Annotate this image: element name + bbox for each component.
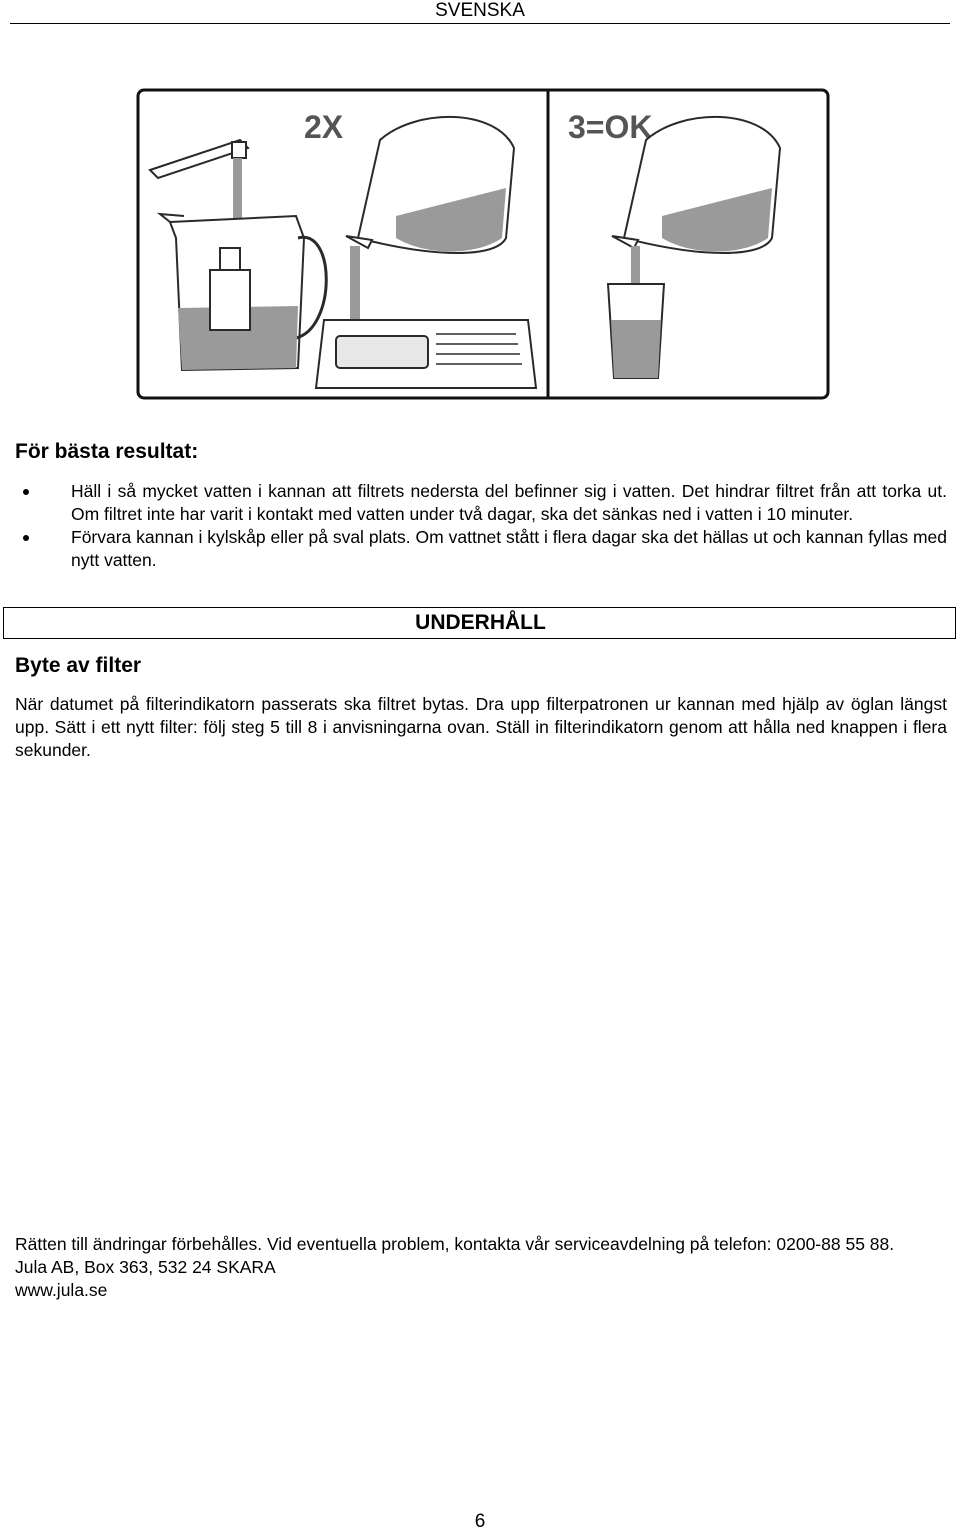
page-number: 6 <box>474 1511 486 1532</box>
bullet-icon <box>23 489 29 495</box>
water-stream <box>233 158 242 224</box>
pitcher-usage-illustration <box>136 88 830 400</box>
pitcher-icon <box>346 117 514 253</box>
filter-change-text: När datumet på filterindikatorn passerats ska filtret bytas. Dra upp filterpatronen ur kannan med hjälp av öglan längst upp. Sätt i ett nytt filter: följ steg 5 till 8 i anvisningarna ovan. Ställ in filterindikatorn genom att hålla ned knappen i flera sekunder. <box>15 694 947 760</box>
footer-contact <box>15 1233 947 1302</box>
step-label-2x: 2X <box>304 109 344 145</box>
best-results-title: För bästa resultat: <box>15 440 199 463</box>
best-results-list <box>15 480 947 572</box>
sink-icon <box>316 320 536 388</box>
list-item <box>15 526 947 572</box>
filter-change-title: Byte av filter <box>15 654 142 677</box>
maintenance-title: UNDERHÅLL <box>415 611 546 634</box>
header-divider <box>10 23 950 24</box>
bullet-icon <box>23 535 29 541</box>
list-item-text: Häll i så mycket vatten i kannan att filtrets nedersta del befinner sig i vatten. Det hindrar filtret från att torka ut. Om filtret inte har varit i kontakt med vatten under två dagar, ska det sänkas ned i vatten i 10 minuter. <box>71 481 947 524</box>
list-item-text: Förvara kannan i kylskåp eller på sval plats. Om vattnet stått i flera dagar ska det hällas ut och kannan fyllas med nytt vatten. <box>71 527 947 570</box>
footer-notice: Rätten till ändringar förbehålles. Vid eventuella problem, kontakta vår serviceavdelning på telefon: 0200-88 55 88. <box>15 1234 895 1254</box>
page-header-language: SVENSKA <box>435 0 525 21</box>
footer-address: Jula AB, Box 363, 532 24 SKARA <box>15 1257 276 1277</box>
list-item <box>15 480 947 526</box>
maintenance-heading-box <box>3 607 956 639</box>
pitcher-icon <box>160 214 326 370</box>
footer-website[interactable]: www.jula.se <box>15 1280 108 1300</box>
glass-icon <box>608 284 664 378</box>
step-label-3ok: 3=OK <box>568 109 653 145</box>
